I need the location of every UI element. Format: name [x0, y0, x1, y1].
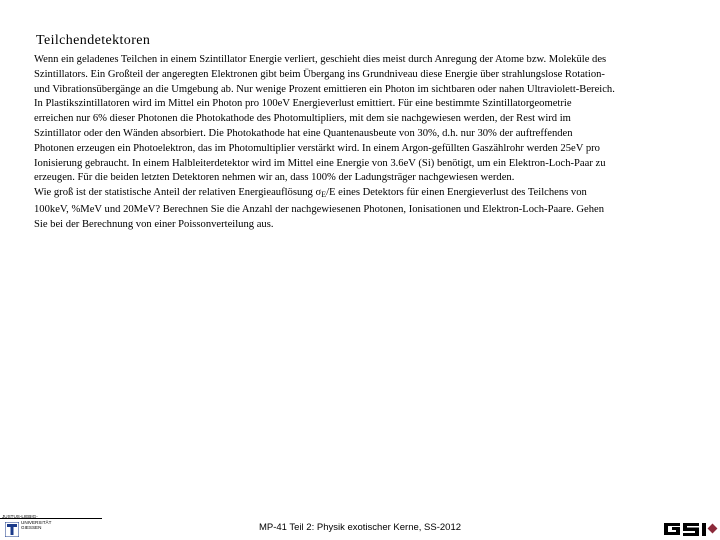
- body-line: Szintillator oder den Wänden absorbiert. Die Photokathode hat eine Quantenausbeute von 30%, d.h. nur 30% der auftreffenden: [34, 127, 573, 139]
- footer-course-text: MP-41 Teil 2: Physik exotischer Kerne, SS-2012: [258, 522, 462, 533]
- question-line: 100keV, %MeV und 20MeV? Berechnen Sie die Anzahl der nachgewiesenen Photonen, Ionisationen und Elektron-Loch-Paare. Gehen: [34, 203, 605, 215]
- body-line: und Vibrationsübergänge an die Umgebung ab. Nur wenige Prozent emittieren ein Photon im sichtbaren oder nahen Ultraviolett-Bereich.: [34, 83, 615, 95]
- body-line: Photonen erzeugen ein Photoelektron, das im Photomultiplier verstärkt wird. In einem Argon-gefüllten Gaszählrohr werden 25eV pro: [34, 142, 600, 154]
- slide-title: Teilchendetektoren: [36, 33, 151, 48]
- body-line: Ionisierung gebraucht. In einem Halbleiterdetektor wird im Mittel eine Energie von 3.6eV (Si) benötigt, um ein Elektron-Loch-Paar zu: [34, 157, 606, 169]
- body-line: Wenn ein geladenes Teilchen in einem Szintillator Energie verliert, geschieht dies meist durch Anregung der Atome bzw. Moleküle des: [34, 54, 607, 65]
- question-text-start: Wie groß ist der statistische Anteil der relativen Energieauflösung σ: [34, 187, 322, 199]
- body-line: erreichen nur 6% dieser Photonen die Photokathode des Photomultipliers, mit dem sie nachgewiesen werden, der Rest wird im: [34, 113, 571, 125]
- question-line: Sie bei der Berechnung von einer Poissonverteilung aus.: [34, 218, 274, 230]
- gsi-logo: [662, 520, 718, 538]
- university-logo-line: GIESSEN: [21, 525, 42, 530]
- university-logo-line: JUSTUS-LIEBIG-: [2, 514, 38, 519]
- sigma-subscript: E: [321, 190, 327, 200]
- body-line: In Plastikszintillatoren wird im Mittel ein Photon pro 100eV Energieverlust emittiert. Für eine bestimmte Szintillatorgeometrie: [34, 98, 572, 110]
- question-line: [34, 186, 704, 203]
- body-line: Szintillators. Ein Großteil der angeregten Elektronen gibt beim Übergang ins Grundniveau diese Energie über strahlungslose Rotation-: [34, 68, 605, 80]
- university-logo-line: UNIVERSITÄT: [21, 520, 52, 525]
- slide-body: [34, 53, 704, 233]
- question-text-end: /E eines Detektors für einen Energieverlust des Teilchens von: [326, 187, 587, 199]
- body-line: erzeugen. Für die beiden letzten Detektoren nehmen wir an, dass 100% der Ladungsträger nachgewiesen werden.: [34, 172, 515, 184]
